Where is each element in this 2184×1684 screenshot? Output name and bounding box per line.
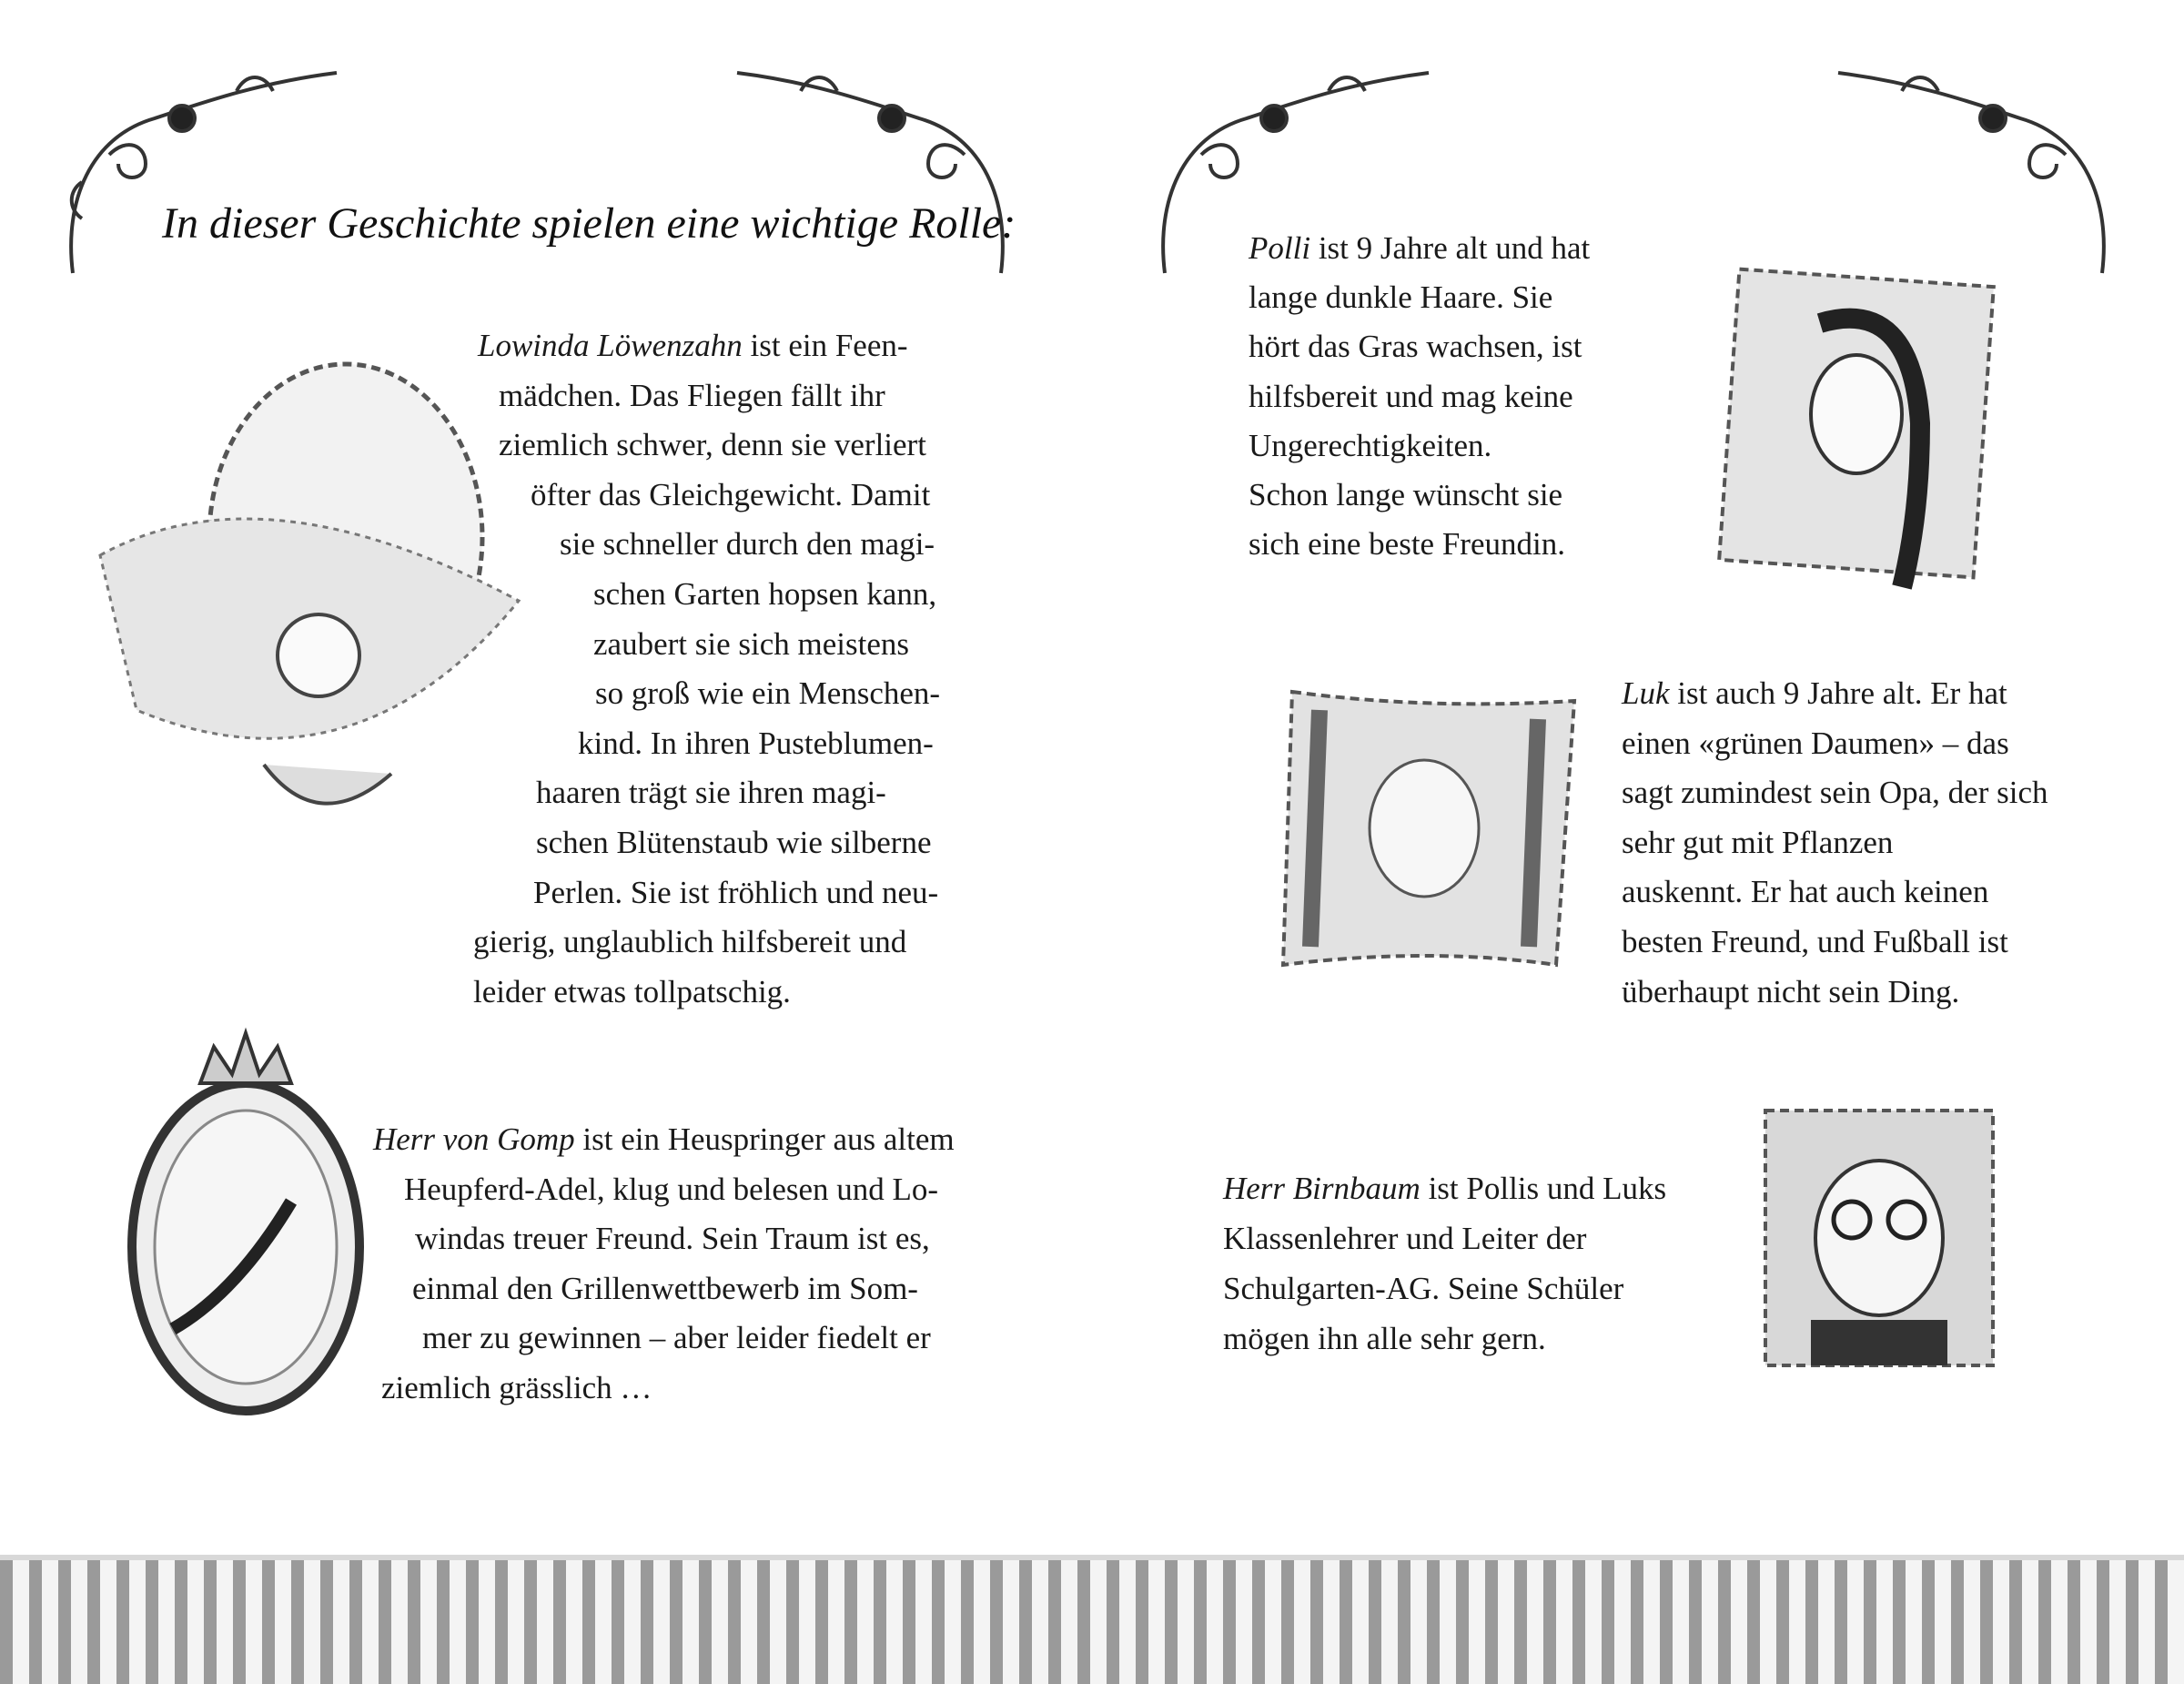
- line-text: haaren trägt sie ihren magi-: [536, 775, 886, 811]
- line-text: ziemlich schwer, denn sie verliert: [499, 427, 926, 463]
- line-text: mer zu gewinnen – aber leider fiedelt er: [422, 1320, 931, 1355]
- herr-von-gomp-text-line: [373, 1123, 955, 1155]
- line-text: Ungerechtigkeiten.: [1249, 427, 1492, 463]
- line-text: gierig, unglaublich hilfsbereit und: [473, 924, 907, 960]
- line-text: öfter das Gleichgewicht. Damit: [531, 476, 931, 512]
- line-text: überhaupt nicht sein Ding.: [1622, 973, 1960, 1009]
- polli-illustration: [1693, 241, 2020, 633]
- decorative-striped-border: [0, 1555, 2184, 1684]
- luk-text-line: [1622, 926, 2008, 958]
- line-text: sich eine beste Freundin.: [1249, 526, 1565, 563]
- line-text: leider etwas tollpatschig.: [473, 973, 791, 1009]
- herr-von-gomp-text-line: [422, 1322, 931, 1354]
- line-text: einen «grünen Daumen» – das: [1622, 725, 2009, 761]
- luk-text-line: [1622, 973, 1960, 1009]
- polli-name: Polli: [1249, 230, 1311, 266]
- line-text: zaubert sie sich meistens: [593, 625, 909, 662]
- polli-text-line: [1249, 279, 1553, 316]
- herr-birnbaum-text-line: [1223, 1321, 1546, 1357]
- herr-von-gomp-text-line: [381, 1369, 652, 1405]
- page-heading: In dieser Geschichte spielen eine wichtige Rolle:: [162, 199, 1016, 248]
- line-text: lange dunkle Haare. Sie: [1249, 279, 1553, 316]
- line-text: Schulgarten-AG. Seine Schüler: [1223, 1271, 1624, 1307]
- line-text: ist ein Heuspringer aus altem: [574, 1121, 955, 1157]
- line-text: sagt zumindest sein Opa, der sich: [1622, 775, 2048, 811]
- luk-text-line: [1622, 775, 2048, 811]
- lowinda-text-line: [478, 330, 908, 361]
- herr-von-gomp-name: Herr von Gomp: [373, 1121, 575, 1157]
- herr-von-gomp-text-line: [412, 1270, 918, 1306]
- line-text: Klassenlehrer und Leiter der: [1223, 1221, 1587, 1257]
- luk-illustration: [1265, 674, 1592, 983]
- lowinda-text-line: [533, 874, 939, 910]
- line-text: mögen ihn alle sehr gern.: [1223, 1321, 1546, 1357]
- line-text: einmal den Grillenwettbewerb im Som-: [412, 1270, 918, 1306]
- herr-birnbaum-illustration: [1729, 1083, 2029, 1393]
- polli-text-line: [1249, 380, 1573, 412]
- lowinda-text-line: [560, 526, 935, 563]
- corner-ornament-icon: [728, 55, 1019, 291]
- line-text: ist Pollis und Luks: [1420, 1171, 1667, 1206]
- line-text: schen Blütenstaub wie silberne: [536, 825, 932, 860]
- luk-text-line: [1622, 677, 2007, 709]
- line-text: schen Garten hopsen kann,: [593, 576, 937, 612]
- herr-birnbaum-text-line: [1223, 1271, 1624, 1307]
- herr-von-gomp-text-line: [404, 1173, 938, 1205]
- line-text: kind. In ihren Pusteblumen-: [578, 725, 934, 761]
- polli-text-line: [1249, 427, 1492, 463]
- lowinda-text-line: [536, 827, 931, 858]
- lowinda-text-line: [536, 775, 886, 811]
- polli-text-line: [1249, 526, 1565, 563]
- lowinda-text-line: [531, 476, 931, 512]
- lowinda-text-line: [595, 675, 941, 712]
- herr-von-gomp-text-line: [415, 1222, 930, 1254]
- luk-name: Luk: [1622, 675, 1670, 711]
- line-text: Schon lange wünscht sie: [1249, 477, 1563, 512]
- lowinda-text-line: [499, 429, 926, 461]
- lowinda-name: Lowinda Löwenzahn: [478, 328, 743, 363]
- luk-text-line: [1622, 876, 1988, 908]
- line-text: Heupferd-Adel, klug und belesen und Lo-: [404, 1171, 939, 1207]
- line-text: sie schneller durch den magi-: [560, 526, 935, 563]
- line-text: auskennt. Er hat auch keinen: [1622, 874, 1989, 910]
- luk-text-line: [1622, 824, 1894, 860]
- line-text: ist 9 Jahre alt und hat: [1310, 230, 1591, 266]
- lowinda-text-line: [578, 727, 934, 759]
- lowinda-text-line: [593, 578, 936, 610]
- lowinda-text-line: [593, 625, 909, 662]
- polli-text-line: [1249, 479, 1562, 511]
- line-text: ist ein Feen-: [742, 328, 908, 363]
- lowinda-illustration: [82, 328, 546, 847]
- line-text: so groß wie ein Menschen-: [595, 675, 941, 712]
- herr-birnbaum-text-line: [1223, 1221, 1587, 1257]
- luk-text-line: [1622, 727, 2009, 759]
- polli-text-line: [1249, 329, 1582, 365]
- line-text: hilfsbereit und mag keine: [1249, 378, 1573, 414]
- line-text: hört das Gras wachsen, ist: [1249, 329, 1582, 365]
- line-text: ist auch 9 Jahre alt. Er hat: [1669, 675, 2007, 711]
- line-text: windas treuer Freund. Sein Traum ist es,: [415, 1221, 930, 1256]
- lowinda-text-line: [499, 377, 885, 413]
- corner-ornament-icon: [55, 55, 346, 291]
- lowinda-text-line: [473, 926, 906, 958]
- line-text: ziemlich grässlich …: [381, 1369, 652, 1405]
- line-text: sehr gut mit Pflanzen: [1622, 824, 1894, 860]
- line-text: mädchen. Das Fliegen fällt ihr: [499, 377, 885, 413]
- herr-birnbaum-text-line: [1223, 1172, 1666, 1204]
- herr-von-gomp-illustration: [109, 1020, 382, 1438]
- line-text: besten Freund, und Fußball ist: [1622, 924, 2008, 959]
- lowinda-text-line: [473, 973, 791, 1009]
- line-text: Perlen. Sie ist fröhlich und neu-: [533, 874, 939, 910]
- herr-birnbaum-name: Herr Birnbaum: [1223, 1171, 1421, 1206]
- polli-text-line: [1249, 232, 1590, 264]
